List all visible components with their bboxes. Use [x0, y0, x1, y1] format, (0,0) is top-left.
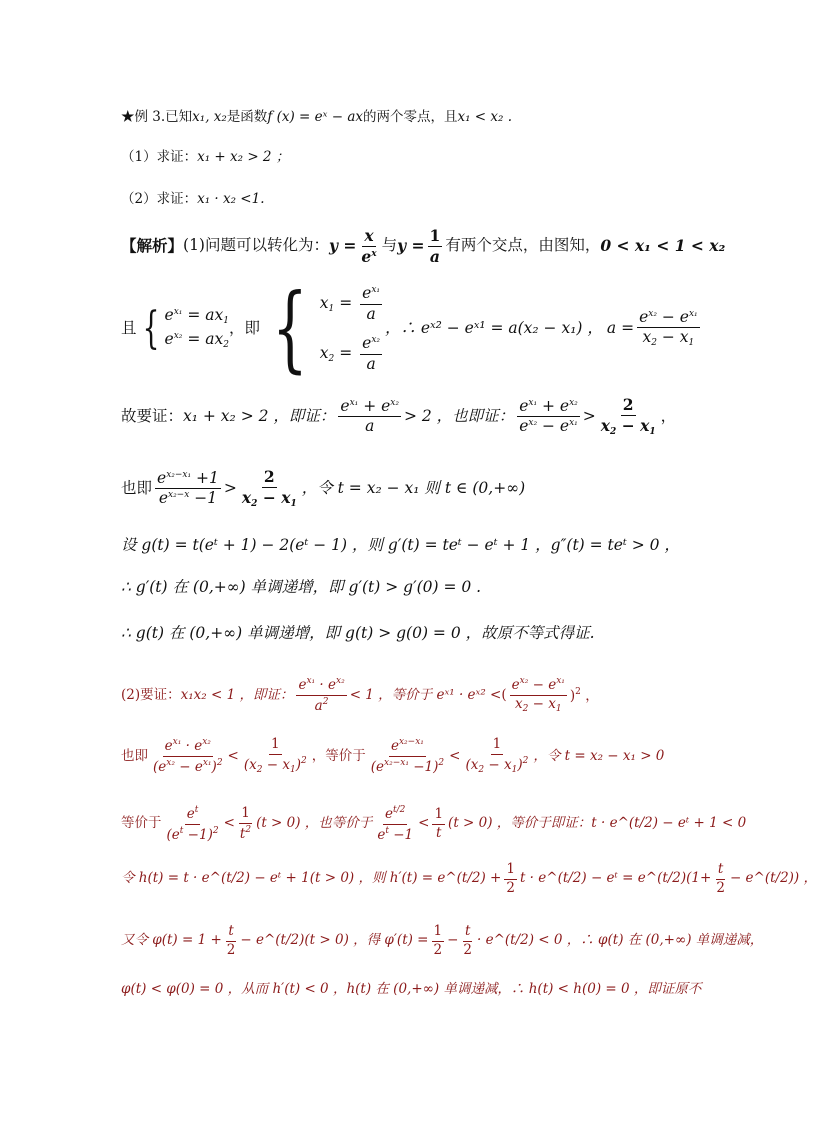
solution2-line6 [121, 983, 701, 997]
fraction-1-over-a: $\frac{1}{a}$ [429, 226, 441, 266]
sol1-jizheng: ，即 [228, 319, 260, 338]
fraction-sum-over-diff: $\frac{e^{x_1} + e^{x_2}}{e^{x_2} - e^{x_1}}$ [519, 396, 578, 436]
sol2-l3-a: 等价于 [121, 815, 162, 832]
solution2-line2: 也即 $\frac{e^{x_1} \cdot e^{x_2}}{(e^{x_2} - e^{x_1})^2}$ < $\frac{1}{(x_2 - x_1)^2}$ ，等价于 $\frac{e^{x_2-x_1}}{(e^{x_2-x_1} -1)^2}$ < $\frac{1}{(x_2 - x_1)^2}$ ，令 t = x₂ − x₁ > 0 [121, 736, 665, 775]
sol1-l3-c: > 2 ，也即证： [403, 407, 515, 425]
solution2-line4 [121, 863, 817, 895]
sol2-l2-b: ，等价于 [311, 747, 366, 764]
sol2-l2-a: 也即 [121, 747, 148, 764]
fraction-t-over-2-b: $\frac{t}{2}$ [226, 923, 236, 958]
solution1-line4: 也即 $\frac{e^{x_2-x_1} +1}{e^{x_2-x} -1}$ > $\frac{2}{x_2 - x_1}$ ，令 t = x₂ − x₁ 则 t ∈ (0,+∞) [121, 467, 526, 509]
fraction-t-over-2: $\frac{t}{2}$ [716, 861, 725, 896]
sol2-l3-c: (t > 0) ，等价于即证： [448, 815, 592, 832]
sol2-l4-b: t · e^(t/2) − eᵗ = e^(t/2)(1+ [519, 870, 712, 887]
fraction-1-over-t2: $\frac{1}{t^2}$ [239, 805, 252, 842]
solution1-line2 [121, 274, 703, 383]
example-zeros-text: 的两个零点，且 [362, 109, 458, 125]
solution1-line3: 故要证： x₁ + x₂ > 2 ，即证： $\frac{e^{x_1} + e^{x_2}}{a}$ > 2 ，也即证： $\frac{e^{x_1} + e^{x_2}}{e^{x_2} - e^{x_1}}$ > $\frac{2}{x_2 - x_1}$ ， [121, 395, 677, 437]
example-prefix: ★例 3.已知 [121, 109, 193, 125]
sol1-l1-b: 与 [381, 236, 398, 255]
sol2-l1-c: < 1 ，等价于 eˣ¹ · eˣ² < [349, 686, 502, 703]
fraction-exp-diff: $\frac{e^{x_2-x_1} +1}{e^{x_2-x} -1}$ [157, 468, 219, 508]
fraction-2-over-diff: $\frac{2}{x_2 - x_1}$ [600, 395, 656, 437]
solution2-line3: 等价于 $\frac{e^t}{(e^t -1)^2}$ < $\frac{1}{t^2}$ (t > 0) ，也等价于 $\frac{e^{t/2}}{e^t -1}$ < $\frac{1}{t}$ (t > 0) ，等价于即证： t · e^(t/2) − eᵗ + 1 < 0 [121, 805, 747, 843]
sol1-l7: ∴ g(t) 在 (0,+∞) 单调递增，即 g(t) > g(0) = 0 ，故原不等式得证. [121, 624, 595, 642]
sol1-l1-c: 有两个交点，由图知， [445, 236, 601, 255]
sol1-therefore: ，∴ eˣ² − eˣ¹ = a(x₂ − x₁) ， [385, 319, 603, 338]
fraction-2-over-diff-2: $\frac{2}{x_2 - x_1}$ [241, 467, 297, 509]
fraction-product-over-diff2: $\frac{e^{x_1} \cdot e^{x_2}}{(e^{x_2} - e^{x_1})^2}$ [153, 737, 223, 775]
solution2-line5: 又令 φ(t) = 1 + $\frac{t}{2}$ − e^(t/2)(t > 0) ，得 φ′(t) = $\frac{1}{2}$ − $\frac{t}{2}$ · e^(t/2) < 0 ，∴ φ(t) 在 (0,+∞) 单调递减， [121, 923, 764, 958]
fraction-t-over-2-c: $\frac{t}{2}$ [463, 923, 472, 958]
sol2-l5-a: 又令 φ(t) = 1 + [121, 932, 222, 949]
sol2-l4-c: − e^(t/2)) ， [729, 870, 817, 887]
part2-expr: x₁ · x₂ <1. [197, 191, 265, 207]
sol2-l1-a: (2)要证： [121, 686, 181, 703]
solution1-line7 [121, 626, 595, 642]
sol2-l5-b: − e^(t/2)(t > 0) ，得 φ′(t) = [240, 932, 429, 949]
sol1-l1-a: (1)问题可以转化为： [183, 236, 329, 255]
fraction-a: $\frac{e^{x_2} - e^{x_1}}{x_2 - x_1}$ [639, 307, 698, 349]
part1-label: （1）求证： [121, 149, 198, 165]
sol1-a-eq: a = [606, 319, 635, 338]
sol2-l1-b: x₁x₂ < 1 ，即证： [180, 686, 294, 703]
fraction-exp-over-diff2: $\frac{e^{x_2-x_1}}{(e^{x_2-x_1} -1)^2}$ [370, 737, 445, 775]
sol1-l4-a: 也即 [121, 479, 153, 497]
example-statement [121, 111, 512, 125]
sol1-l6: ∴ g′(t) 在 (0,+∞) 单调递增，即 g′(t) > g′(0) = 0 . [121, 578, 482, 596]
sol1-l5: 设 g(t) = t(eᵗ + 1) − 2(eᵗ − 1) ，则 g′(t) = teᵗ − eᵗ + 1 ，g″(t) = teᵗ > 0 ， [121, 536, 680, 554]
sol1-l3-b: x₁ + x₂ > 2 ，即证： [183, 407, 336, 425]
fraction-half-exp: $\frac{e^{t/2}}{e^t -1}$ [377, 805, 414, 843]
sol1-l1-d: 0 < x₁ < 1 < x₂ [600, 236, 726, 256]
part2-question [121, 193, 265, 207]
part2-label: （2）求证： [121, 191, 198, 207]
part1-expr: x₁ + x₂ > 2 ； [197, 149, 290, 165]
fraction-1-over-2-b: $\frac{1}{2}$ [433, 923, 443, 958]
system-x-eq: { $x_1$ = $\frac{e^{x_1}}{a}$ $x_2$ = $\frac{e^{x_2}}{a}$ [271, 274, 380, 383]
sol1-l4-b: ，令 t = x₂ − x₁ 则 t ∈ (0,+∞) [301, 479, 526, 497]
example-zeros-of: 是函数 [226, 109, 268, 125]
sol2-l3-d: t · e^(t/2) − eᵗ + 1 < 0 [591, 815, 747, 832]
example-vars: x₁, x₂ [192, 109, 227, 125]
sol2-l2-c: ，令 t = x₂ − x₁ > 0 [533, 747, 665, 764]
fraction-1-over-diff2-b: $\frac{1}{(x_2 - x_1)^2}$ [465, 736, 529, 775]
fraction-1-over-2: $\frac{1}{2}$ [506, 861, 515, 896]
solution1-line6 [121, 580, 481, 596]
sol1-qie: 且 [121, 319, 137, 338]
fraction-a-again: $\frac{e^{x_2} - e^{x_1}}{x_2 - x_1}$ [511, 676, 565, 714]
fraction-x-over-ex: $\frac{x}{e^x}$ [361, 226, 377, 266]
solution1-line1: 【解析】 (1)问题可以转化为： y = $\frac{x}{e^x}$ 与 y = $\frac{1}{a}$ 有两个交点，由图知， 0 < x₁ < 1 < x₂ [121, 226, 726, 266]
fraction-product-over-a2: $\frac{e^{x_1} \cdot e^{x_2}}{a^2}$ [298, 676, 345, 714]
example-function: f (x) = eˣ − ax [267, 109, 363, 125]
fraction-1-over-diff2: $\frac{1}{(x_2 - x_1)^2}$ [243, 736, 307, 775]
part1-question [121, 151, 289, 165]
solution1-line5 [121, 538, 680, 554]
fraction-sum-over-a: $\frac{e^{x_1} + e^{x_2}}{a}$ [340, 396, 399, 436]
sol2-l5-c: · e^(t/2) < 0 ，∴ φ(t) 在 (0,+∞) 单调递减， [477, 932, 764, 949]
analysis-tag: 【解析】 [121, 236, 184, 256]
sol2-l6: φ(t) < φ(0) = 0 ，从而 h′(t) < 0 ，h(t) 在 (0,+∞) 单调递减，∴ h(t) < h(0) = 0 ，即证原不 [121, 981, 702, 997]
fraction-1-over-t: $\frac{1}{t}$ [434, 806, 444, 841]
example-condition: x₁ < x₂ . [457, 109, 513, 125]
sol2-l3-b: (t > 0) ，也等价于 [256, 815, 373, 832]
system-exp-eq: { $e^{x_1} = ax_1$ $e^{x_2} = ax_2$ [142, 303, 229, 354]
sol1-l3-a: 故要证： [121, 407, 184, 425]
sol2-l4-a: 令 h(t) = t · e^(t/2) − eᵗ + 1(t > 0) ，则 h′(t) = e^(t/2) + [121, 870, 502, 887]
fraction-et-over: $\frac{e^t}{(e^t -1)^2}$ [166, 805, 219, 843]
solution2-line1: (2)要证： x₁x₂ < 1 ，即证： $\frac{e^{x_1} \cdot e^{x_2}}{a^2}$ < 1 ，等价于 eˣ¹ · eˣ² < ( $\frac{e^{x_2} - e^{x_1}}{x_2 - x_1}$ )$^2$ ， [121, 676, 599, 714]
